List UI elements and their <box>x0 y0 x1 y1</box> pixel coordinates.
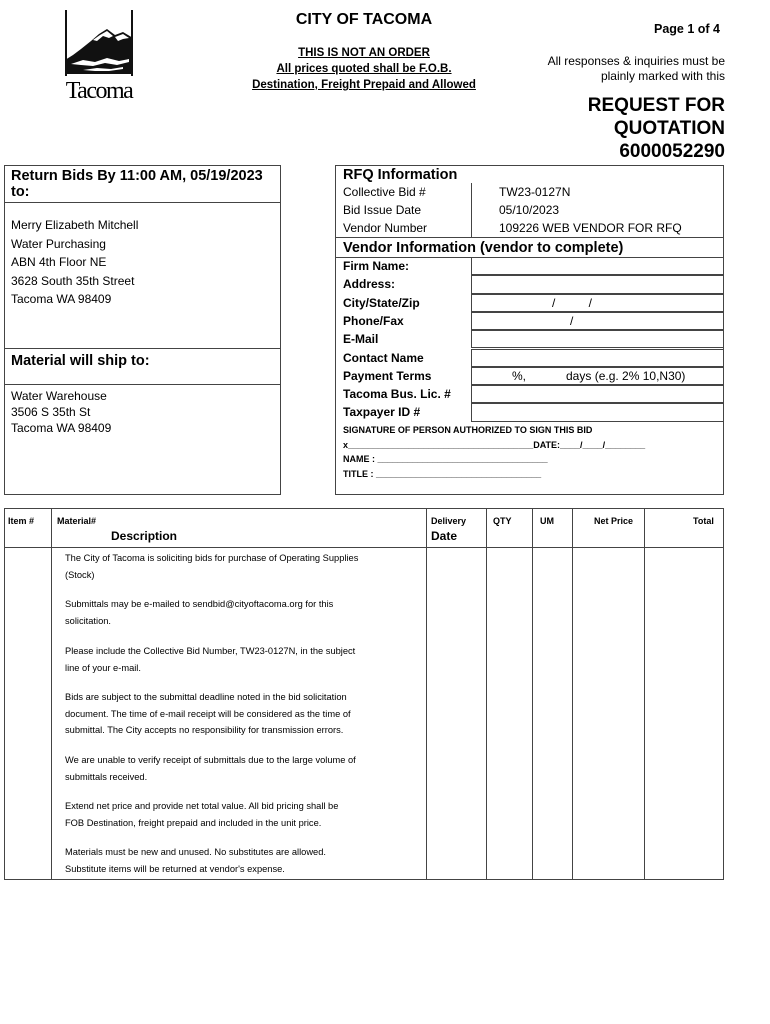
phone-fax-field[interactable] <box>471 312 724 330</box>
return-bids-heading <box>5 166 280 202</box>
fob-line-2: Destination, Freight Prepaid and Allowed <box>252 79 476 91</box>
vendor-row-city-state-zip <box>336 294 723 312</box>
ship-address-line: 3506 S 35th St <box>11 405 91 419</box>
col-description: Description <box>111 529 178 543</box>
vendor-row-phone-fax <box>336 312 723 330</box>
vendor-label: Taxpayer ID # <box>343 405 421 420</box>
vendor-row-address <box>336 275 723 293</box>
rfq-info-heading: RFQ Information <box>343 167 458 183</box>
return-bids-heading-line-2: to: <box>11 184 30 200</box>
not-order-line: THIS IS NOT AN ORDER <box>298 47 430 59</box>
col-net-price: Net Price <box>594 516 634 526</box>
rfq-title-line-1: REQUEST FOR <box>587 95 725 116</box>
vendor-row-taxpayer-id <box>336 403 723 421</box>
rfq-info-row <box>336 183 723 201</box>
email-field[interactable] <box>471 330 724 348</box>
vendor-row-email <box>336 330 723 348</box>
contact-name-field[interactable] <box>471 349 724 367</box>
signature-block <box>343 423 645 481</box>
vendor-label: E-Mail <box>343 332 379 347</box>
rfq-number: 6000052290 <box>619 141 725 162</box>
order-notice <box>232 45 496 93</box>
title-line[interactable]: TITLE : _________________________________ <box>343 468 542 479</box>
responses-line-2: plainly marked with this <box>600 69 725 83</box>
name-line[interactable]: NAME : __________________________________ <box>343 454 548 464</box>
firm-name-field[interactable] <box>471 257 724 275</box>
vendor-label: Address: <box>343 277 396 292</box>
items-table <box>4 508 724 880</box>
rfq-title-line-2: QUOTATION <box>613 118 725 139</box>
address-field[interactable] <box>471 275 724 293</box>
description-line: (Stock) <box>65 569 95 580</box>
vendor-label: City/State/Zip <box>343 295 420 310</box>
ship-to-address <box>5 388 111 436</box>
description-paragraph <box>65 596 395 629</box>
description-line: line of your e-mail. <box>65 662 141 673</box>
payment-terms-field[interactable] <box>471 367 724 385</box>
vendor-label: Tacoma Bus. Lic. # <box>343 387 451 402</box>
return-address <box>5 216 138 309</box>
rfq-info-row <box>336 201 723 219</box>
ship-to-heading: Material will ship to: <box>11 353 150 369</box>
return-address-line: Water Purchasing <box>11 236 106 251</box>
signature-line[interactable]: x_____________________________________DATE:____/____/________ <box>343 439 646 450</box>
col-qty: QTY <box>493 516 512 526</box>
signature-heading: SIGNATURE OF PERSON AUTHORIZED TO SIGN THIS BID <box>343 425 593 435</box>
description-line: Materials must be new and unused. No substitutes are allowed. <box>65 847 326 857</box>
col-date: Date <box>431 529 458 543</box>
field-hint: %, days (e.g. 2% 10,N30) <box>512 368 686 383</box>
description-line: Please include the Collective Bid Number, TW23-0127N, in the subject <box>65 646 356 656</box>
taxpayer-id-field[interactable] <box>471 403 724 421</box>
vendor-label: Payment Terms <box>343 368 432 383</box>
col-total: Total <box>693 516 714 526</box>
city-state-zip-field[interactable] <box>471 294 724 312</box>
ship-address-line: Tacoma WA 98409 <box>11 421 112 435</box>
return-bids-heading-line-1: Return Bids By 11:00 AM, 05/19/2023 <box>11 168 263 184</box>
return-address-line: ABN 4th Floor NE <box>11 255 107 269</box>
col-um: UM <box>540 516 554 526</box>
description-line: FOB Destination, freight prepaid and included in the unit price. <box>65 817 322 828</box>
description-line: Submittals may be e-mailed to sendbid@cityoftacoma.org for this <box>65 599 334 609</box>
rfq-info-label: Bid Issue Date <box>343 203 422 217</box>
description-line: Extend net price and provide net total value. All bid pricing shall be <box>65 801 339 811</box>
city-logo <box>63 8 135 112</box>
description-line: solicitation. <box>65 615 111 626</box>
responses-line-1: All responses & inquiries must be <box>547 54 725 68</box>
col-material: Material# <box>57 516 97 526</box>
logo-text: Tacoma <box>65 78 133 104</box>
rfq-info-value: TW23-0127N <box>499 185 571 199</box>
rfq-vendor-box <box>335 165 724 495</box>
vendor-row-contact-name <box>336 349 723 367</box>
description-line: submittal. The City accepts no responsibility for transmission errors. <box>65 725 344 735</box>
page-number: Page 1 of 4 <box>654 22 720 36</box>
rfq-info-label: Collective Bid # <box>343 185 426 199</box>
city-title: CITY OF TACOMA <box>295 11 433 28</box>
rfq-info-row <box>336 219 723 237</box>
vendor-row-payment-terms <box>336 367 723 385</box>
vendor-info-heading: Vendor Information (vendor to complete) <box>343 240 624 256</box>
vendor-label: Phone/Fax <box>343 313 404 328</box>
description-line: Bids are subject to the submittal deadline noted in the bid solicitation <box>65 692 347 702</box>
description-line: We are unable to verify receipt of submittals due to the large volume of <box>65 755 356 765</box>
fob-line-1: All prices quoted shall be F.O.B. <box>276 63 452 75</box>
rfq-info-value: 109226 WEB VENDOR FOR RFQ <box>499 221 682 235</box>
return-and-ship-box <box>4 165 281 495</box>
description-paragraph <box>65 844 395 877</box>
vendor-row-firm-name <box>336 257 723 275</box>
description-line: The City of Tacoma is soliciting bids for purchase of Operating Supplies <box>65 553 359 563</box>
responses-note <box>520 54 725 84</box>
ship-address-line: Water Warehouse <box>11 389 107 403</box>
description-line: submittals received. <box>65 771 148 782</box>
return-address-line: Merry Elizabeth Mitchell <box>11 218 139 232</box>
rfq-info-label: Vendor Number <box>343 221 428 235</box>
rfq-info-value: 05/10/2023 <box>499 203 560 217</box>
return-address-line: 3628 South 35th Street <box>11 273 135 288</box>
business-license-field[interactable] <box>471 385 724 403</box>
field-hint: / <box>570 313 574 328</box>
description-paragraph <box>65 752 395 785</box>
col-item: Item # <box>8 516 35 526</box>
rfq-title <box>520 94 725 163</box>
return-address-line: Tacoma WA 98409 <box>11 292 112 306</box>
field-hint: / / <box>552 295 593 310</box>
vendor-row-business-license <box>336 385 723 403</box>
vendor-label: Firm Name: <box>343 259 410 273</box>
description-paragraph <box>65 689 395 739</box>
description-paragraph <box>65 550 395 583</box>
description-paragraph <box>65 798 395 831</box>
vendor-label: Contact Name <box>343 350 424 365</box>
description-line: document. The time of e-mail receipt will be considered as the time of <box>65 708 351 719</box>
col-delivery: Delivery <box>431 516 467 526</box>
description-paragraph <box>65 643 395 676</box>
description-line: Substitute items will be returned at vendor's expense. <box>65 863 285 874</box>
